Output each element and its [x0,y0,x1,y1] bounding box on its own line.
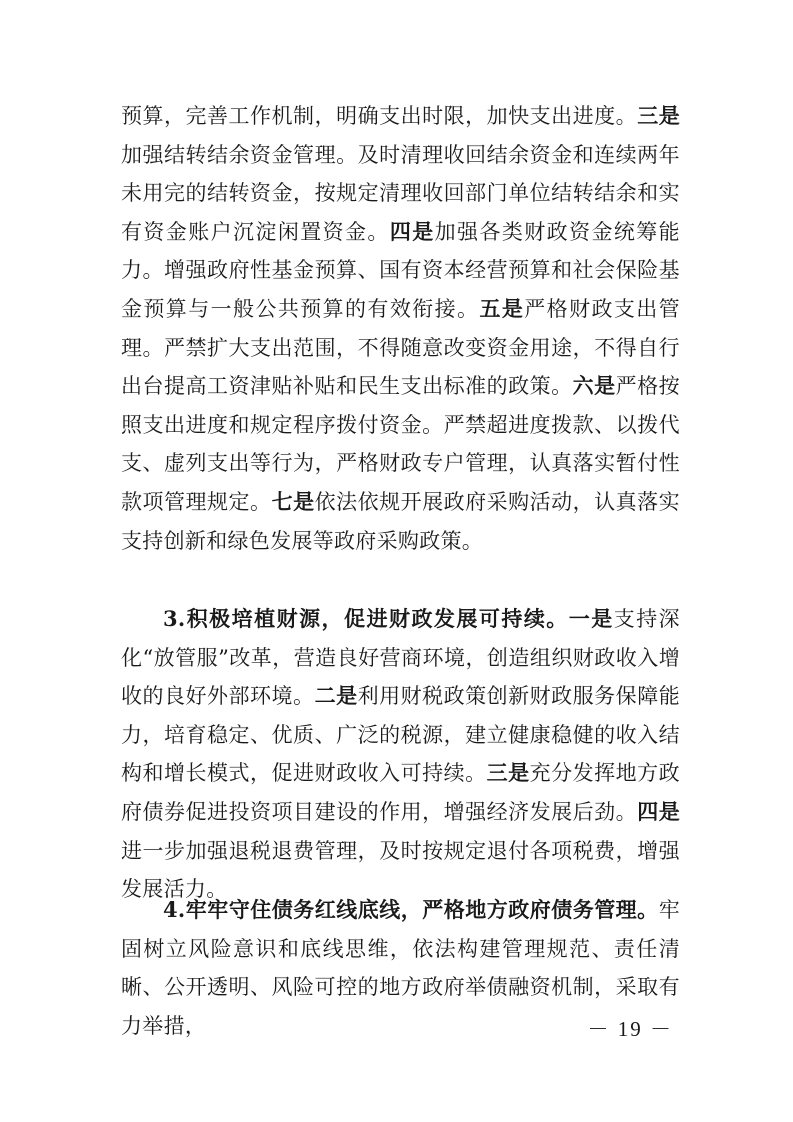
body-paragraph-budget-management [121,97,680,560]
point-marker-three: 三是 [637,103,680,128]
point-marker-six: 六是 [572,373,616,399]
point-marker-seven: 七是 [271,488,315,514]
paragraph-text: 支持深化“放管服”改革，营造良好营商环境，创造组织财政收入增收的良好外部环境。 [121,607,680,709]
paragraph-text: 严格按照支出进度和规定程序拨付资金。严禁超进度拨款、以拨代支、虚列支出等行为，严格财政专户管理，认真落实暂付性款项管理规定。 [121,374,680,514]
paragraph-text: 牢固树立风险意识和底线思维，依法构建管理规范、责任清晰、公开透明、风险可控的地方政府举债融资机制，采取有力举措， [121,898,680,1038]
section-heading: 3.积极培植财源，促进财政发展可持续。 [163,606,569,631]
paragraph-text: 加强各类财政资金统筹能力。增强政府性基金预算、国有资本经营预算和社会保险基金预算与一般公共预算的有效衔接。 [121,219,680,321]
paragraph-text: 严格财政支出管理。严禁扩大支出范围，不得随意改变资金用途，不得自行出台提高工资津贴补贴和民生支出标准的政策。 [121,296,680,399]
section-heading: 4.牢牢守住债务红线底线，严格地方政府债务管理。 [163,897,659,922]
paragraph-text: 进一步加强退税退费管理，及时按规定退付各项税费，增强发展活力。 [121,838,680,902]
point-marker-four: 四是 [637,798,680,824]
paragraph-text: 充分发挥地方政府债券促进投资项目建设的作用，增强经济发展后劲。 [121,761,680,824]
point-marker-one: 一是 [568,606,614,631]
point-marker-two: 二是 [314,683,358,709]
paragraph-text: 预算，完善工作机制，明确支出时限，加快支出进度。 [121,104,638,128]
point-marker-five: 五是 [479,295,525,321]
paragraph-text: 利用财税政策创新财政服务保障能力，培育稳定、优质、广泛的税源，建立健康稳健的收入结构和增长模式，促进财政收入可持续。 [121,684,680,786]
page-number: － 19 － [587,1017,673,1041]
body-paragraph-revenue-sources [121,600,680,909]
paragraph-text: 加强结转结余资金管理。及时清理收回结余资金和连续两年未用完的结转资金，按规定清理收回部门单位结转结余和实有资金账户沉淀闲置资金。 [121,142,680,244]
point-marker-three: 三是 [486,760,530,786]
point-marker-four: 四是 [389,218,435,244]
paragraph-text: 依法依规开展政府采购活动，认真落实支持创新和绿色发展等政府采购政策。 [121,489,680,553]
